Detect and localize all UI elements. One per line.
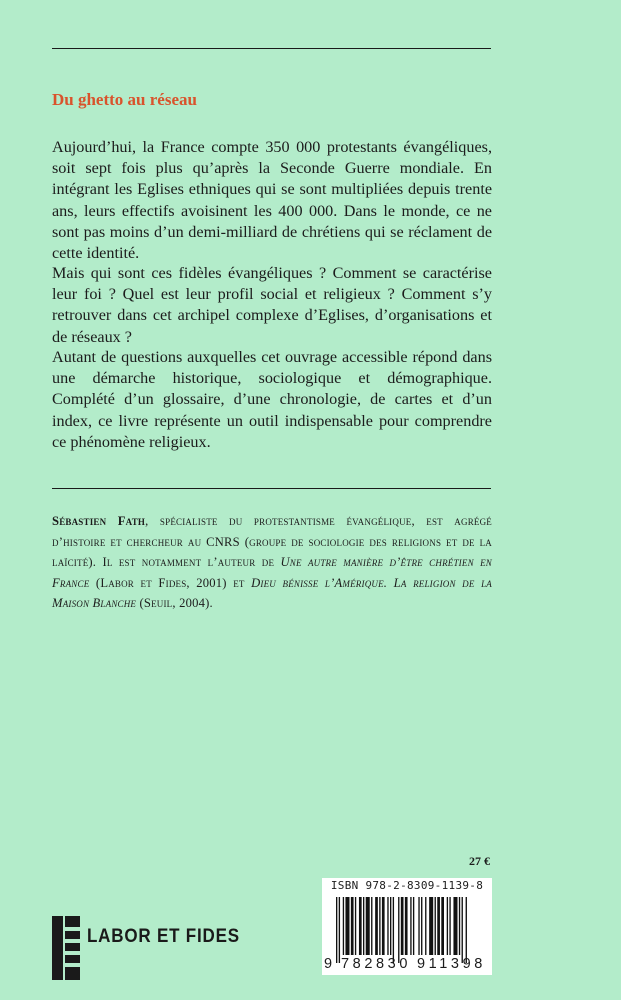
author-name: Sébastien Fath: [52, 514, 146, 528]
blurb-paragraph-1: Aujourd’hui, la France compte 350 000 protestants évangéliques, soit sept fois plus qu’après la Seconde Guerre mondiale. En intégrant les Eglises ethniques qui se sont multipliées depuis trente ans, leurs effectifs avoisinent les 400 000. Dans le monde, ce ne sont pas moins d’un demi-milliard de chrétiens qui se réclament de cette identité.: [52, 138, 492, 263]
blurb-paragraph-3: Autant de questions auxquelles cet ouvrage accessible répond dans une démarche historique, sociologique et démographique. Complété d’un glossaire, d’une chronologie, de cartes et d’un index, ce livre représente un outil indispensable pour comprendre ce phénomène religieux.: [52, 348, 492, 451]
publisher-name: LABOR ET FIDES: [87, 924, 240, 947]
price-label: 27 €: [469, 854, 490, 868]
bio-book-1: Une autre manière d’être chrétien en France: [52, 555, 492, 590]
bio-book-2: Dieu bénisse l’Amérique. La religion de la Maison Blanche: [52, 575, 492, 610]
bio-text-1: , spécialiste du protestantisme évangélique, est agrégé d’histoire et chercheur au CNRS (groupe de sociologie des religions et de la laïcité). Il est notamment l’auteur de: [52, 514, 493, 569]
isbn-text: ISBN 978-2-8309-1139-8: [330, 879, 484, 892]
middle-rule: [52, 488, 491, 489]
top-rule: [52, 48, 491, 49]
publisher-logo-icon: [52, 916, 80, 980]
back-cover-title: Du ghetto au réseau: [52, 90, 197, 109]
barcode-label: [322, 878, 492, 975]
author-bio: [52, 511, 492, 614]
barcode-digit-prefix: 9: [324, 956, 333, 972]
bio-text-2: (Labor et Fides, 2001) et: [89, 575, 252, 590]
barcode-digit-right-group: 911398: [417, 956, 486, 972]
barcode-digit-left-group: 782830: [341, 956, 411, 972]
blurb-paragraph-2: Mais qui sont ces fidèles évangéliques ? Comment se caractérise leur foi ? Quel est leur profil social et religieux ? Comment s’y retrouver dans cet archipel complexe d’Eglises, d’organisations et de réseaux ?: [52, 264, 492, 346]
bio-text-3: (Seuil, 2004).: [136, 596, 213, 610]
